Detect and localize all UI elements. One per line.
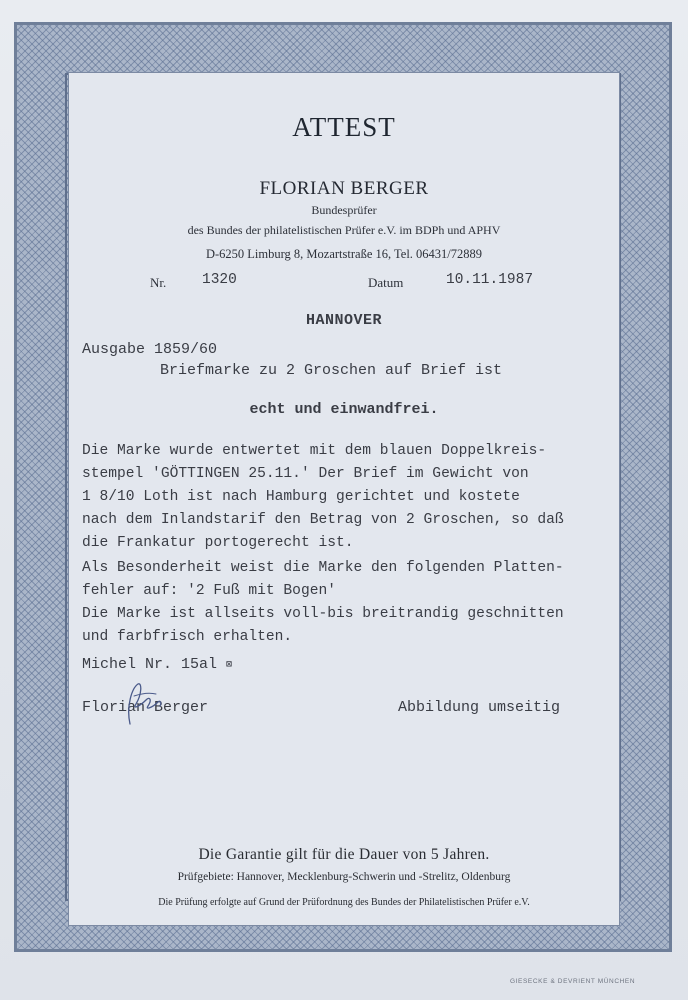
region-heading: HANNOVER [305, 312, 382, 329]
printer-imprint: GIESECKE & DEVRIENT MÜNCHEN [510, 978, 636, 985]
illustration-note: Abbildung umseitig [398, 699, 561, 716]
examination-areas: Prüfgebiete: Hannover, Mecklenburg-Schwerin und -Strelitz, Oldenburg [177, 871, 511, 883]
handwritten-signature [112, 676, 172, 728]
description-paragraph [82, 440, 564, 555]
certificate-title: ATTEST [292, 112, 396, 142]
examination-basis: Die Prüfung erfolgte auf Grund der Prüfordnung des Bundes der Philatelistischen Prüfer e.V. [158, 897, 530, 908]
catalog-number: Michel Nr. 15al [82, 656, 218, 673]
guarantee-note: Die Garantie gilt für die Dauer von 5 Jahren. [198, 846, 490, 863]
date-label: Datum [368, 275, 404, 290]
para-line: fehler auf: '2 Fuß mit Bogen' [82, 583, 336, 599]
para-line: Die Marke wurde entwertet mit dem blauen Doppelkreis- [82, 443, 547, 459]
issue-line: Ausgabe 1859/60 [82, 341, 218, 358]
catalog-symbol: ⊠ [226, 660, 233, 671]
date-value: 10.11.1987 [446, 272, 534, 288]
number-value: 1320 [202, 272, 237, 288]
issuer-name: FLORIAN BERGER [259, 178, 429, 199]
para-line: nach dem Inlandstarif den Betrag von 2 Groschen, so daß [82, 512, 564, 528]
para-line: und farbfrisch erhalten. [82, 629, 293, 645]
para-line: die Frankatur portogerecht ist. [82, 535, 354, 551]
item-line: Briefmarke zu 2 Groschen auf Brief ist [160, 362, 503, 379]
catalog-reference [82, 656, 232, 673]
number-label: Nr. [150, 275, 167, 290]
issuer-affiliation: des Bundes der philatelistischen Prüfer e.V. im BDPh und APHV [187, 223, 501, 237]
features-paragraph [82, 557, 564, 649]
para-line: stempel 'GÖTTINGEN 25.11.' Der Brief im Gewicht von [82, 466, 529, 482]
verdict: echt und einwandfrei. [249, 401, 439, 418]
issuer-role: Bundesprüfer [311, 203, 377, 217]
para-line: Als Besonderheit weist die Marke den folgenden Platten- [82, 560, 564, 576]
issuer-address: D-6250 Limburg 8, Mozartstraße 16, Tel. 06431/72889 [205, 247, 483, 261]
para-line: 1 8/10 Loth ist nach Hamburg gerichtet und kostete [82, 489, 520, 505]
para-line: Die Marke ist allseits voll-bis breitrandig geschnitten [82, 606, 564, 622]
signatory-name: Florian Berger [82, 699, 209, 716]
